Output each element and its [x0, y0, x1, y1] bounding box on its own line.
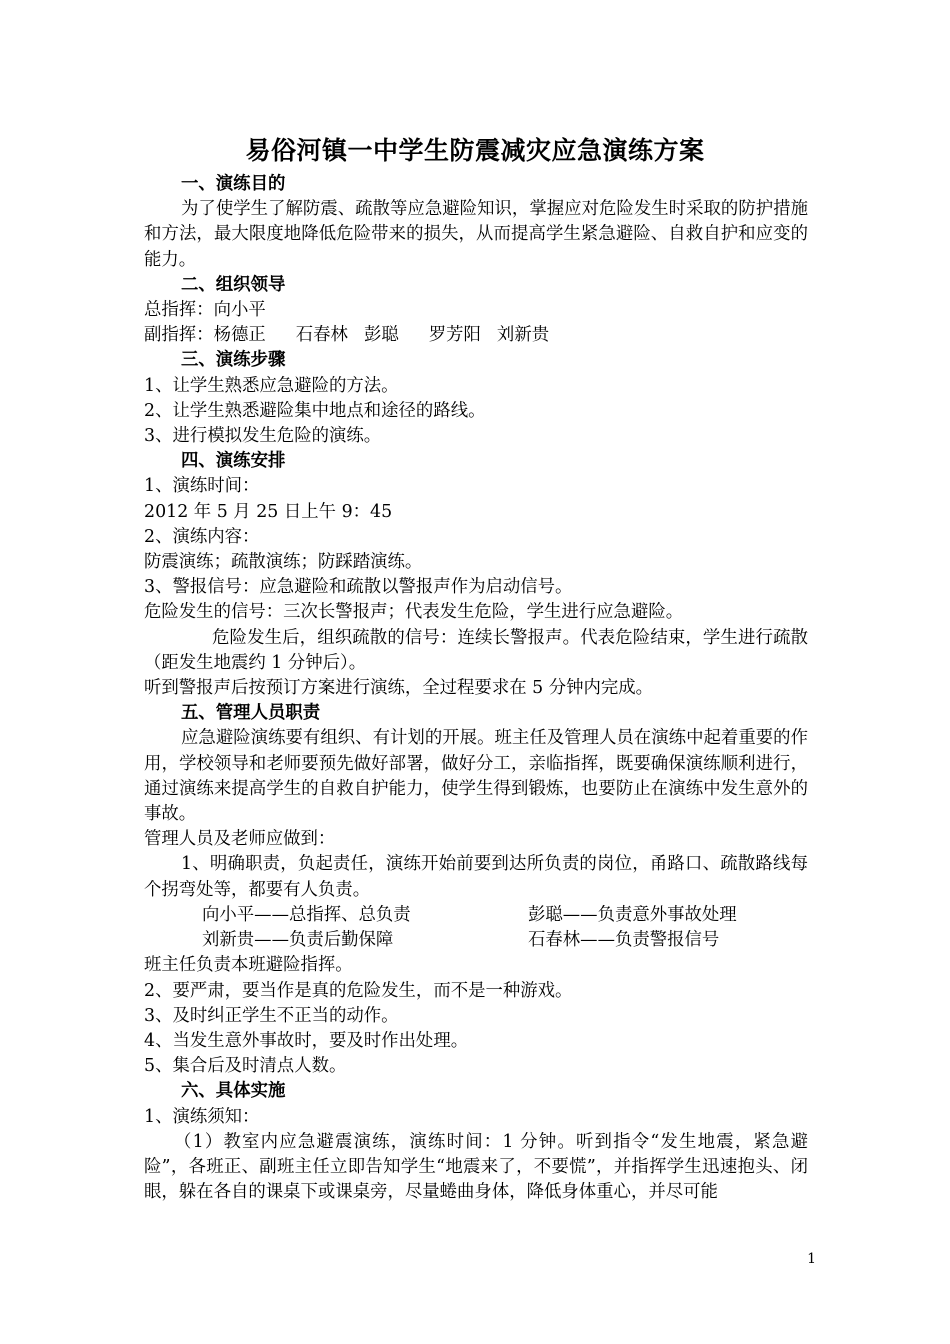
document-title: 易俗河镇一中学生防震减灾应急演练方案 — [245, 136, 705, 165]
section-heading-duties: 五、管理人员职责 — [181, 703, 321, 724]
drill-content-value: 防震演练；疏散演练；防踩踏演练。 — [144, 552, 423, 573]
list-item: 4、当发生意外事故时，要及时作出处理。 — [144, 1030, 469, 1051]
alarm-signal-note: 听到警报声后按预订方案进行演练，全过程要求在 5 分钟内完成。 — [144, 678, 654, 699]
commander-line: 总指挥：向小平 — [144, 300, 266, 321]
deputy-name: 刘新贵 — [496, 325, 550, 346]
deputy-name: 罗芳阳 — [428, 325, 481, 346]
list-item: 1、明确职责，负起责任，演练开始前要到达所负责的岗位，甬路口、疏散路线每个拐弯处等，都要有人负责。 — [144, 854, 808, 900]
paragraph-duties: 应急避险演练要有组织、有计划的开展。班主任及管理人员在演练中起着重要的作用，学校领导和老师要预先做好部署，做好分工，亲临指挥，既要确保演练顺利进行，通过演练来提高学生的自救自护能力，使学生得到锻炼，也要防止在演练中发生意外的事故。 — [144, 728, 808, 825]
drill-content-label: 2、演练内容： — [144, 526, 260, 547]
duty-entry: 石春林——负责警报信号 — [528, 930, 720, 951]
duty-row — [144, 903, 808, 928]
section-heading-implementation: 六、具体实施 — [181, 1081, 286, 1102]
duty-entry: 彭聪——负责意外事故处理 — [528, 904, 737, 925]
deputy-name: 石春林 — [295, 325, 348, 346]
paragraph-implementation: （1）教室内应急避震演练，演练时间：1 分钟。听到指令“发生地震，紧急避险”，各班正、副班主任立即告知学生“地震来了，不要慌”，并指挥学生迅速抱头、闭眼，躲在各自的课桌下或课桌旁，尽量蜷曲身体，降低身体重心，并尽可能 — [144, 1131, 808, 1203]
drill-time-label: 1、演练时间： — [144, 476, 260, 497]
alarm-signal-evacuate: 危险发生后，组织疏散的信号：连续长警报声。代表危险结束，学生进行疏散（距发生地震约 1 分钟后）。 — [144, 627, 808, 673]
drill-time-value: 2012 年 5 月 25 日上午 9：45 — [144, 501, 393, 522]
alarm-signal-label: 3、警报信号：应急避险和疏散以警报声作为启动信号。 — [144, 577, 573, 598]
list-item: 3、进行模拟发生危险的演练。 — [144, 426, 382, 447]
deputy-label: 副指挥：杨德正 — [144, 325, 266, 346]
deputy-name: 彭聪 — [363, 325, 399, 346]
class-duty-line: 班主任负责本班避险指挥。 — [144, 955, 353, 976]
list-item: 5、集合后及时清点人数。 — [144, 1056, 347, 1077]
list-item: 1、让学生熟悉应急避险的方法。 — [144, 375, 399, 396]
section-heading-arrangement: 四、演练安排 — [181, 451, 286, 472]
section-heading-steps: 三、演练步骤 — [181, 350, 286, 371]
section-heading-organization: 二、组织领导 — [181, 274, 286, 295]
paragraph-purpose: 为了使学生了解防震、疏散等应急避险知识，掌握应对危险发生时采取的防护措施和方法，最大限度地降低危险带来的损失，从而提高学生紧急避险、自救自护和应变的能力。 — [144, 199, 808, 270]
implementation-subheading: 1、演练须知： — [144, 1106, 260, 1127]
list-item: 3、及时纠正学生不正当的动作。 — [144, 1005, 399, 1026]
duties-subheading: 管理人员及老师应做到： — [144, 829, 336, 850]
deputy-line — [144, 323, 808, 348]
list-item: 2、要严肃，要当作是真的危险发生，而不是一种游戏。 — [144, 980, 573, 1001]
duty-entry: 刘新贵——负责后勤保障 — [202, 930, 394, 951]
page-number: 1 — [807, 1251, 816, 1267]
document-body — [144, 172, 808, 1205]
duty-entry: 向小平——总指挥、总负责 — [202, 904, 411, 925]
section-heading-purpose: 一、演练目的 — [181, 174, 286, 194]
list-item: 2、让学生熟悉避险集中地点和途径的路线。 — [144, 400, 486, 421]
alarm-signal-danger: 危险发生的信号：三次长警报声；代表发生危险，学生进行应急避险。 — [144, 602, 684, 623]
duty-row — [144, 928, 808, 953]
